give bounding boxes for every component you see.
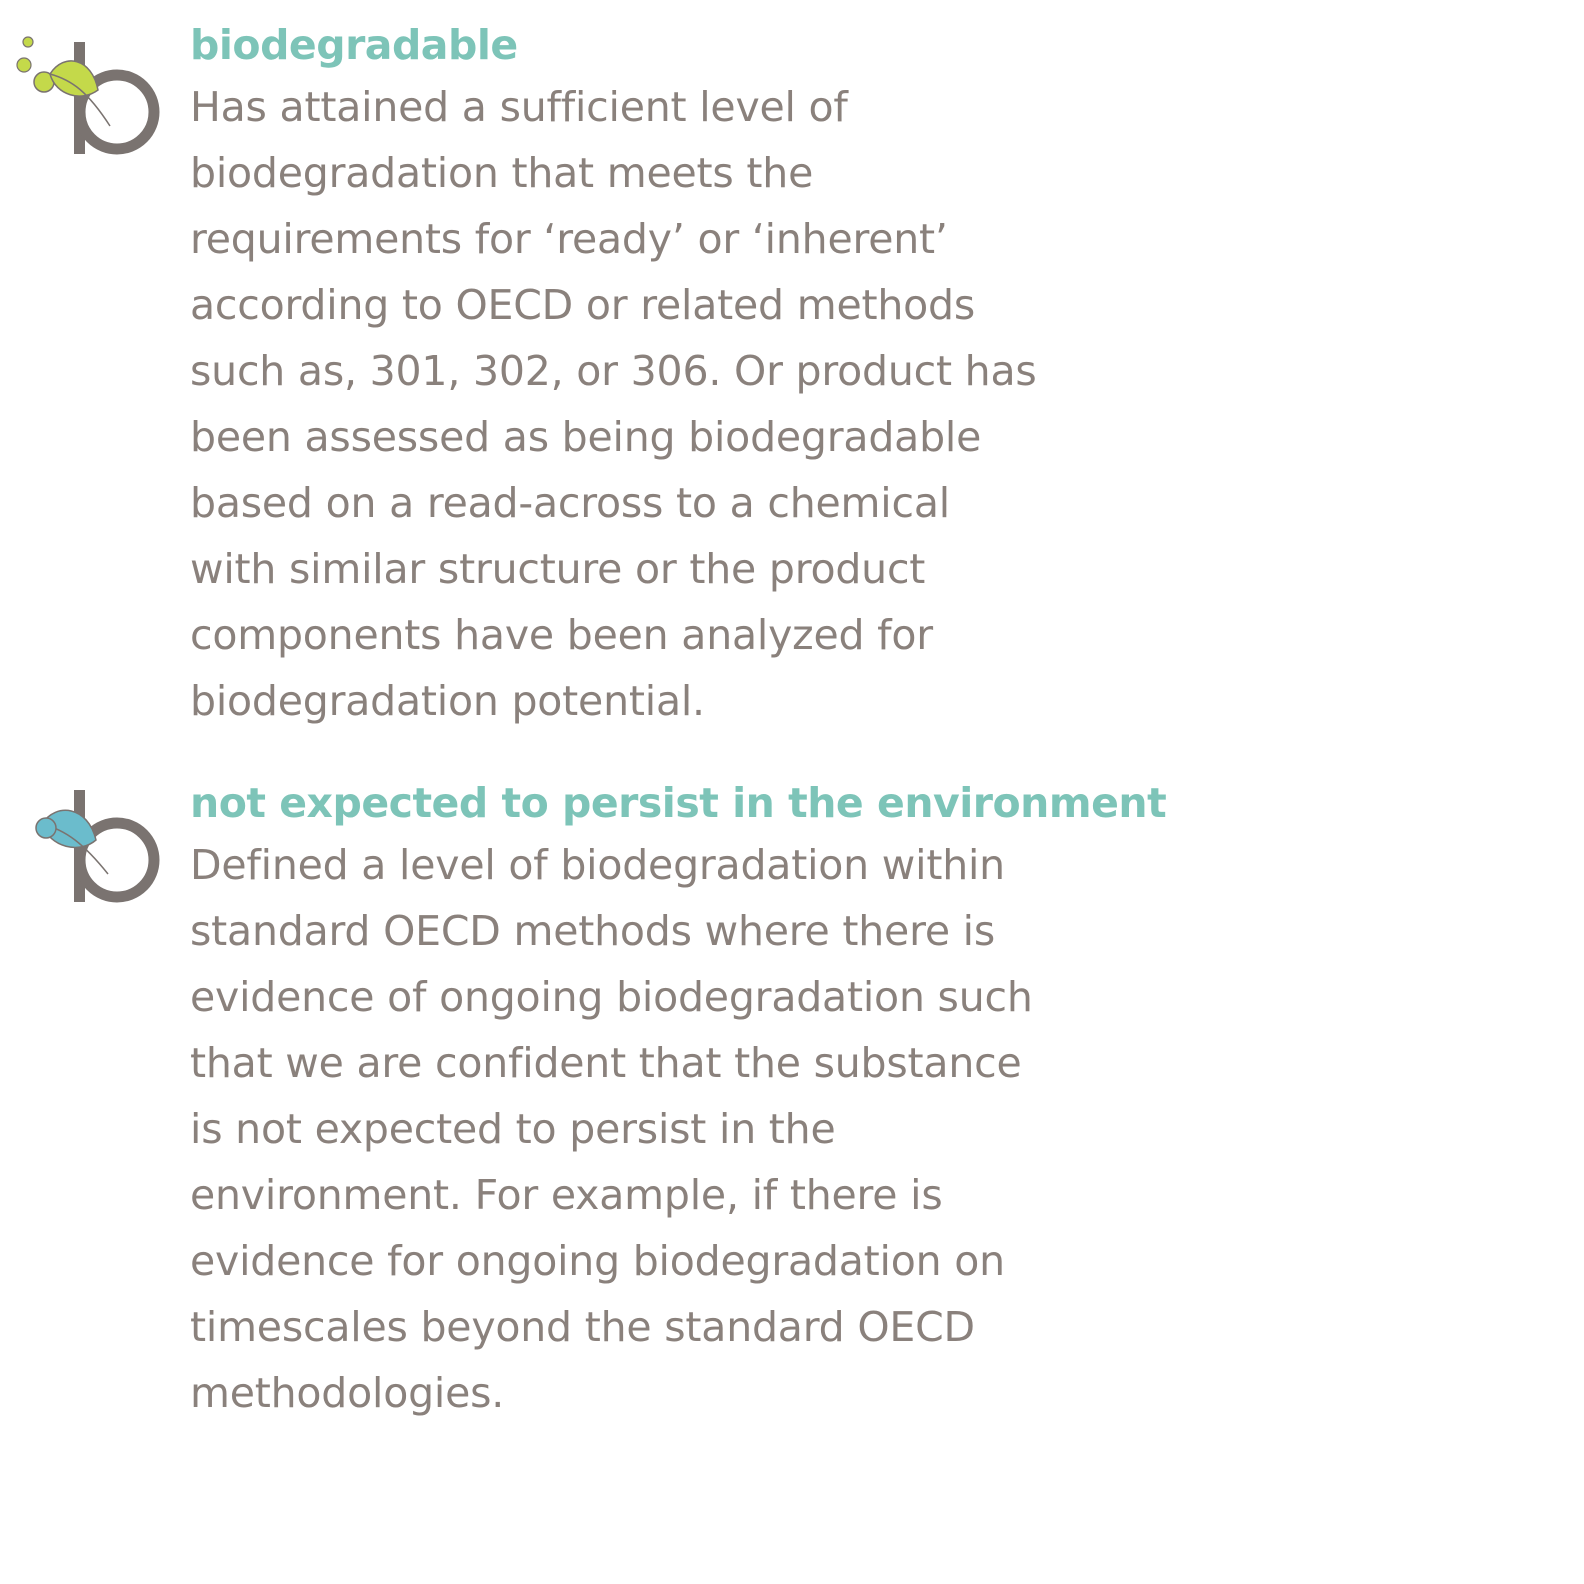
description-line: components have been analyzed for	[190, 611, 933, 659]
description-line: such as, 301, 302, or 306. Or product has	[190, 347, 1037, 395]
description-line: Has attained a sufficient level of	[190, 83, 848, 131]
description-line: been assessed as being biodegradable	[190, 413, 982, 461]
biodegradable-text	[190, 16, 1190, 734]
description-line: that we are confident that the substance	[190, 1039, 1022, 1087]
description-line: is not expected to persist in the	[190, 1105, 836, 1153]
description-line: evidence for ongoing biodegradation on	[190, 1237, 1005, 1285]
entry-description	[190, 832, 1190, 1426]
description-line: evidence of ongoing biodegradation such	[190, 973, 1033, 1021]
description-line: methodologies.	[190, 1369, 505, 1417]
description-line: with similar structure or the product	[190, 545, 926, 593]
description-line: timescales beyond the standard OECD	[190, 1303, 975, 1351]
description-line: biodegradation that meets the	[190, 149, 814, 197]
entry-description	[190, 74, 1190, 734]
description-line: Defined a level of biodegradation within	[190, 841, 1005, 889]
entry-heading: biodegradable	[190, 21, 518, 69]
description-line: requirements for ‘ready’ or ‘inherent’	[190, 215, 948, 263]
biodegradable-leaf-b-icon	[12, 30, 170, 160]
description-line: biodegradation potential.	[190, 677, 705, 725]
description-line: based on a read-across to a chemical	[190, 479, 950, 527]
not-persistent-text	[190, 774, 1190, 1426]
not-persistent-leaf-b-icon	[12, 784, 170, 914]
description-line: standard OECD methods where there is	[190, 907, 996, 955]
description-line: according to OECD or related methods	[190, 281, 976, 329]
description-line: environment. For example, if there is	[190, 1171, 943, 1219]
entry-heading: not expected to persist in the environment	[190, 779, 1167, 827]
